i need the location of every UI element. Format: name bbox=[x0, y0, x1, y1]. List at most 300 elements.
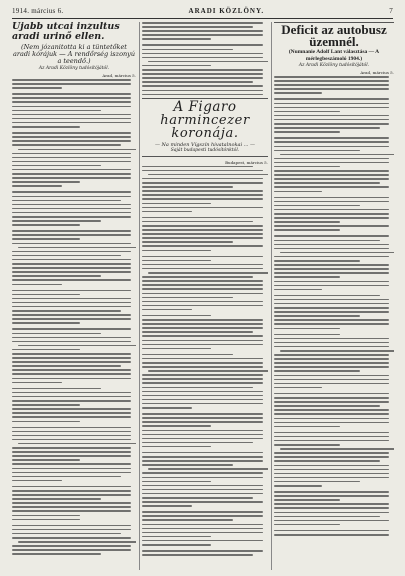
text-line bbox=[274, 426, 340, 428]
article-body-continued bbox=[142, 22, 268, 95]
text-line bbox=[274, 534, 389, 536]
text-line bbox=[12, 337, 131, 339]
text-line bbox=[12, 408, 131, 410]
text-line bbox=[142, 362, 263, 364]
article-subtitle: (Nem józanitotta ki a tüntetőket aradi kórájuk — A rendőrség iszonyú a teendő.) bbox=[12, 43, 136, 65]
text-line bbox=[274, 186, 389, 188]
text-line bbox=[12, 122, 131, 124]
text-line bbox=[142, 477, 263, 479]
text-line bbox=[142, 399, 263, 401]
text-line bbox=[274, 362, 389, 364]
text-line bbox=[274, 485, 322, 487]
text-line bbox=[12, 230, 131, 232]
text-line bbox=[142, 446, 211, 448]
text-line bbox=[12, 392, 131, 394]
text-line bbox=[274, 285, 389, 287]
text-line bbox=[18, 541, 136, 543]
text-line bbox=[274, 205, 360, 207]
text-line bbox=[148, 174, 268, 176]
text-line bbox=[142, 550, 263, 552]
text-line bbox=[274, 375, 389, 377]
text-line bbox=[12, 416, 131, 418]
text-line bbox=[12, 271, 131, 273]
newspaper-title: ARADI KÖZLÖNY. bbox=[188, 7, 265, 15]
text-line bbox=[274, 477, 389, 479]
text-line bbox=[274, 456, 389, 458]
text-line bbox=[142, 229, 263, 231]
text-line bbox=[274, 123, 389, 125]
text-line bbox=[12, 388, 101, 390]
text-line bbox=[142, 335, 263, 337]
text-line bbox=[274, 495, 389, 497]
text-line bbox=[12, 529, 131, 531]
text-line bbox=[274, 260, 360, 262]
text-line bbox=[142, 536, 211, 538]
text-line bbox=[12, 353, 131, 355]
text-line bbox=[142, 280, 263, 282]
text-line bbox=[274, 240, 380, 242]
text-line bbox=[142, 472, 263, 474]
text-line bbox=[12, 349, 80, 351]
text-line bbox=[12, 140, 131, 142]
text-line bbox=[12, 224, 80, 226]
text-line bbox=[142, 284, 263, 286]
text-line bbox=[142, 456, 263, 458]
text-line bbox=[274, 444, 340, 446]
text-line bbox=[142, 198, 263, 200]
text-line bbox=[148, 370, 268, 372]
text-line bbox=[142, 464, 233, 466]
text-line bbox=[142, 358, 263, 360]
text-line bbox=[142, 511, 263, 513]
text-line bbox=[12, 279, 131, 281]
text-line bbox=[12, 365, 121, 367]
text-line bbox=[142, 264, 263, 266]
text-line bbox=[274, 507, 389, 509]
text-line bbox=[142, 344, 263, 346]
text-line bbox=[274, 201, 389, 203]
text-line bbox=[142, 421, 263, 423]
text-line bbox=[12, 341, 131, 343]
text-line bbox=[12, 136, 131, 138]
text-line bbox=[142, 331, 253, 333]
text-line bbox=[12, 318, 131, 320]
text-line bbox=[142, 194, 263, 196]
text-line bbox=[142, 407, 192, 409]
text-line bbox=[12, 480, 62, 482]
text-line bbox=[12, 181, 80, 183]
text-line bbox=[142, 532, 263, 534]
text-line bbox=[12, 177, 131, 179]
text-line bbox=[274, 401, 389, 403]
text-line bbox=[12, 361, 131, 363]
text-line bbox=[12, 333, 101, 335]
text-line bbox=[12, 382, 62, 384]
text-line bbox=[142, 430, 263, 432]
text-line bbox=[274, 209, 389, 211]
text-line bbox=[12, 267, 131, 269]
text-line bbox=[142, 260, 211, 262]
text-line bbox=[142, 241, 233, 243]
text-line bbox=[274, 272, 389, 274]
text-line bbox=[142, 245, 263, 247]
text-line bbox=[274, 217, 389, 219]
text-line bbox=[142, 544, 211, 546]
text-line bbox=[12, 87, 62, 89]
text-line bbox=[12, 306, 131, 308]
text-line bbox=[142, 391, 263, 393]
text-line bbox=[274, 383, 389, 385]
text-line bbox=[12, 126, 80, 128]
text-line bbox=[274, 174, 389, 176]
text-line bbox=[274, 276, 340, 278]
text-line bbox=[12, 212, 131, 214]
text-line bbox=[12, 220, 101, 222]
text-line bbox=[142, 515, 263, 517]
text-line bbox=[142, 348, 211, 350]
text-line bbox=[12, 537, 131, 539]
text-line bbox=[274, 137, 389, 139]
text-line bbox=[274, 452, 389, 454]
text-line bbox=[274, 244, 389, 246]
text-line bbox=[142, 309, 192, 311]
article-body bbox=[12, 79, 136, 555]
text-line bbox=[142, 207, 263, 209]
text-line bbox=[12, 251, 131, 253]
text-line bbox=[12, 427, 131, 429]
text-line bbox=[274, 481, 360, 483]
text-line bbox=[274, 319, 389, 321]
text-line bbox=[142, 26, 253, 28]
text-line bbox=[18, 149, 136, 151]
text-line bbox=[274, 387, 322, 389]
text-line bbox=[142, 554, 253, 556]
text-line bbox=[280, 350, 394, 352]
text-line bbox=[12, 200, 121, 202]
text-line bbox=[274, 469, 389, 471]
text-line bbox=[12, 510, 131, 512]
issue-date: 1914. március 6. bbox=[12, 7, 64, 15]
text-line bbox=[274, 366, 389, 368]
text-line bbox=[12, 234, 131, 236]
text-line bbox=[142, 413, 263, 415]
text-line bbox=[274, 88, 389, 90]
text-line bbox=[274, 92, 322, 94]
text-line bbox=[12, 328, 131, 330]
text-line bbox=[142, 81, 253, 83]
text-line bbox=[12, 208, 131, 210]
text-line bbox=[274, 440, 389, 442]
text-line bbox=[142, 297, 233, 299]
text-line bbox=[142, 452, 263, 454]
text-line bbox=[12, 373, 131, 375]
figaro-headline-box bbox=[142, 98, 268, 157]
text-line bbox=[142, 374, 263, 376]
text-line bbox=[12, 533, 121, 535]
text-line bbox=[274, 213, 389, 215]
column-right bbox=[274, 22, 394, 570]
text-line bbox=[12, 157, 131, 159]
text-line bbox=[142, 417, 263, 419]
text-line bbox=[12, 412, 131, 414]
text-line bbox=[280, 448, 394, 450]
text-line bbox=[274, 103, 389, 105]
text-line bbox=[12, 404, 80, 406]
text-line bbox=[12, 238, 80, 240]
text-line bbox=[142, 293, 263, 295]
column-rule bbox=[139, 22, 140, 570]
text-line bbox=[142, 315, 211, 317]
text-line bbox=[274, 520, 389, 522]
deficit-subtitle: (Numnanie Adolf Lant választása — A mérlegbeszámoló 1904.) bbox=[288, 49, 380, 62]
text-line bbox=[274, 460, 380, 462]
text-line bbox=[12, 79, 131, 81]
text-line bbox=[12, 132, 131, 134]
text-line bbox=[142, 90, 263, 92]
text-line bbox=[142, 211, 192, 213]
text-line bbox=[274, 409, 389, 411]
text-line bbox=[142, 276, 253, 278]
text-line bbox=[142, 434, 263, 436]
text-line bbox=[142, 38, 211, 40]
text-line bbox=[12, 216, 131, 218]
text-line bbox=[274, 473, 389, 475]
text-line bbox=[142, 524, 263, 526]
text-line bbox=[12, 294, 80, 296]
text-line bbox=[12, 357, 131, 359]
text-line bbox=[274, 413, 389, 415]
text-line bbox=[142, 256, 263, 258]
text-line bbox=[12, 101, 131, 103]
text-line bbox=[142, 268, 263, 270]
text-line bbox=[274, 432, 389, 434]
text-line bbox=[12, 468, 131, 470]
text-line bbox=[12, 93, 131, 95]
text-line bbox=[142, 186, 233, 188]
text-line bbox=[274, 107, 389, 109]
page-number: 7 bbox=[389, 7, 393, 15]
text-line bbox=[12, 161, 131, 163]
text-line bbox=[142, 305, 263, 307]
text-line bbox=[274, 178, 389, 180]
text-line bbox=[274, 131, 340, 133]
text-line bbox=[142, 505, 192, 507]
text-line bbox=[12, 447, 131, 449]
text-line bbox=[142, 73, 263, 75]
text-line bbox=[12, 396, 131, 398]
text-line bbox=[12, 459, 80, 461]
text-line bbox=[142, 519, 233, 521]
text-line bbox=[12, 169, 131, 171]
text-line bbox=[12, 204, 131, 206]
figaro-byline: Saját budapesti tudósítónktól. bbox=[170, 147, 240, 153]
text-line bbox=[12, 314, 131, 316]
text-line bbox=[142, 53, 263, 55]
text-line bbox=[274, 334, 340, 336]
text-line bbox=[274, 80, 389, 82]
text-line bbox=[274, 127, 380, 129]
text-line bbox=[274, 299, 389, 301]
text-line bbox=[12, 298, 131, 300]
text-line bbox=[12, 83, 131, 85]
page-header bbox=[12, 4, 393, 19]
text-line bbox=[142, 354, 233, 356]
text-line bbox=[12, 486, 131, 488]
text-line bbox=[274, 354, 389, 356]
text-line bbox=[274, 182, 380, 184]
column-middle bbox=[142, 22, 268, 570]
text-line bbox=[142, 395, 263, 397]
text-line bbox=[142, 250, 211, 252]
text-line bbox=[274, 98, 389, 100]
text-line bbox=[274, 358, 389, 360]
text-line bbox=[274, 465, 389, 467]
text-line bbox=[274, 307, 389, 309]
text-line bbox=[142, 30, 263, 32]
text-line bbox=[12, 144, 121, 146]
text-line bbox=[274, 248, 389, 250]
text-line bbox=[142, 366, 263, 368]
text-line bbox=[12, 110, 101, 112]
column-rule bbox=[271, 22, 272, 570]
text-line bbox=[274, 346, 389, 348]
text-line bbox=[274, 166, 340, 168]
text-line bbox=[142, 378, 263, 380]
text-line bbox=[274, 76, 389, 78]
text-line bbox=[274, 281, 389, 283]
text-line bbox=[274, 268, 389, 270]
text-line bbox=[274, 289, 322, 291]
text-line bbox=[12, 525, 131, 527]
text-line bbox=[142, 340, 263, 342]
text-line bbox=[12, 400, 131, 402]
text-line bbox=[274, 141, 389, 143]
text-line bbox=[274, 235, 389, 237]
text-line bbox=[274, 158, 389, 160]
text-line bbox=[274, 328, 340, 330]
text-line bbox=[142, 425, 211, 427]
text-line bbox=[274, 146, 389, 148]
text-line bbox=[12, 118, 131, 120]
text-line bbox=[142, 237, 263, 239]
text-line bbox=[18, 345, 136, 347]
figaro-article-body bbox=[142, 166, 268, 556]
text-line bbox=[142, 65, 211, 67]
text-line bbox=[12, 114, 131, 116]
text-line bbox=[142, 182, 263, 184]
text-line bbox=[274, 119, 389, 121]
article-byline: Az Aradi Közlöny tudósítójától. bbox=[38, 66, 110, 71]
text-line bbox=[12, 421, 80, 423]
text-line bbox=[142, 221, 253, 223]
text-line bbox=[12, 97, 131, 99]
text-line bbox=[12, 490, 131, 492]
text-line bbox=[142, 382, 263, 384]
text-line bbox=[12, 494, 131, 496]
text-line bbox=[274, 393, 389, 395]
text-line bbox=[274, 191, 322, 193]
text-line bbox=[12, 463, 131, 465]
text-line bbox=[274, 491, 389, 493]
text-line bbox=[142, 497, 253, 499]
text-line bbox=[142, 49, 233, 51]
text-line bbox=[142, 203, 211, 205]
text-line bbox=[274, 418, 389, 420]
text-line bbox=[12, 165, 101, 167]
text-line bbox=[12, 284, 62, 286]
text-line bbox=[12, 255, 121, 257]
text-line bbox=[280, 154, 394, 156]
deficit-headline-box bbox=[274, 22, 394, 75]
text-line bbox=[274, 323, 389, 325]
text-line bbox=[12, 259, 131, 261]
text-line bbox=[12, 263, 131, 265]
text-line bbox=[12, 431, 131, 433]
text-line bbox=[274, 111, 340, 113]
text-line bbox=[142, 44, 263, 46]
text-line bbox=[142, 233, 263, 235]
deficit-article-body bbox=[274, 76, 394, 536]
text-line bbox=[12, 451, 131, 453]
text-line bbox=[12, 519, 80, 521]
text-line bbox=[142, 460, 263, 462]
text-line bbox=[274, 162, 389, 164]
text-line bbox=[142, 301, 263, 303]
text-line bbox=[12, 196, 131, 198]
text-line bbox=[142, 22, 263, 24]
text-line bbox=[142, 438, 263, 440]
text-line bbox=[12, 439, 131, 441]
text-line bbox=[12, 290, 131, 292]
text-line bbox=[12, 153, 131, 155]
text-line bbox=[142, 319, 263, 321]
text-line bbox=[148, 468, 268, 470]
text-line bbox=[280, 252, 394, 254]
text-line bbox=[142, 489, 263, 491]
text-line bbox=[274, 256, 389, 258]
text-line bbox=[12, 476, 121, 478]
text-line bbox=[12, 185, 62, 187]
text-line bbox=[12, 378, 131, 380]
text-line bbox=[274, 503, 389, 505]
text-line bbox=[12, 310, 121, 312]
text-line bbox=[12, 173, 131, 175]
text-line bbox=[12, 515, 80, 517]
text-line bbox=[274, 379, 389, 381]
text-line bbox=[274, 229, 340, 231]
text-line bbox=[12, 472, 131, 474]
text-line bbox=[274, 370, 360, 372]
text-line bbox=[274, 499, 340, 501]
text-line bbox=[274, 524, 340, 526]
text-line bbox=[12, 191, 131, 193]
text-line bbox=[142, 288, 263, 290]
text-line bbox=[12, 435, 131, 437]
text-line bbox=[142, 442, 253, 444]
text-line bbox=[274, 342, 389, 344]
text-line bbox=[274, 150, 360, 152]
text-line bbox=[12, 549, 131, 551]
text-line bbox=[148, 272, 268, 274]
text-line bbox=[12, 302, 131, 304]
column-left bbox=[12, 22, 136, 570]
text-line bbox=[142, 85, 263, 87]
text-line bbox=[142, 178, 263, 180]
deficit-dateline: Arad, március 5. bbox=[360, 70, 394, 75]
text-line bbox=[142, 387, 253, 389]
text-line bbox=[142, 225, 263, 227]
text-line bbox=[12, 545, 131, 547]
